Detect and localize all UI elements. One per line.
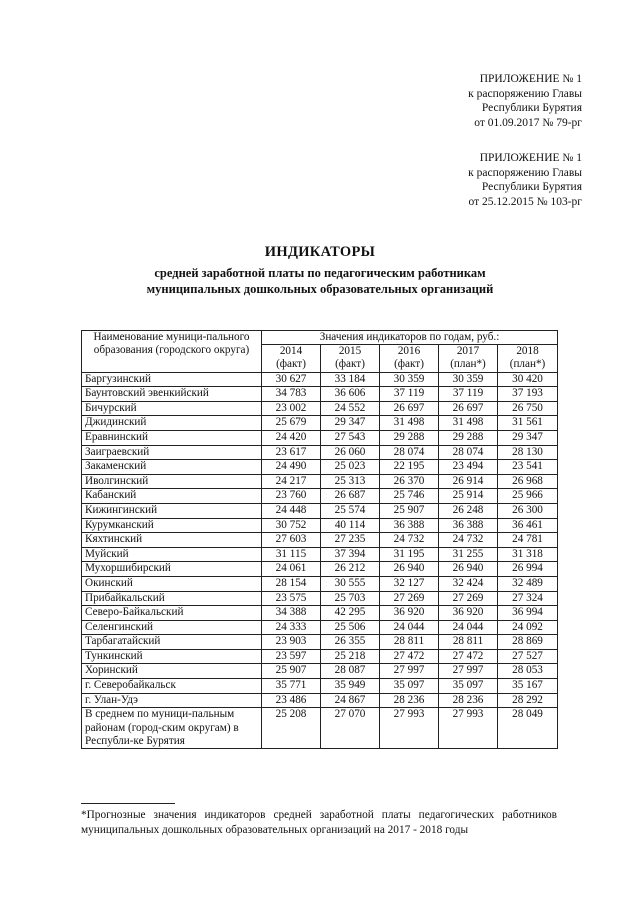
indicator-value: 30 555 xyxy=(321,576,380,591)
municipality-name: Курумканский xyxy=(82,518,262,533)
municipality-name: Тарбагатайский xyxy=(82,635,262,650)
table-row xyxy=(82,679,558,694)
appendix-heading: ПРИЛОЖЕНИЕ № 1 xyxy=(479,73,582,85)
indicator-value: 35 771 xyxy=(262,679,321,694)
indicator-value: 31 498 xyxy=(380,416,439,431)
indicator-value: 28 811 xyxy=(439,635,498,650)
indicator-value: 28 811 xyxy=(380,635,439,650)
indicator-value: 27 324 xyxy=(498,591,558,606)
year-note: (факт) xyxy=(276,358,306,371)
indicator-value: 25 313 xyxy=(321,474,380,489)
header-year xyxy=(380,345,439,372)
indicator-value: 24 044 xyxy=(380,620,439,635)
municipality-name: г. Улан-Удэ xyxy=(82,693,262,708)
indicator-value: 31 498 xyxy=(439,416,498,431)
year-label: 2014 xyxy=(279,345,303,358)
indicator-value: 26 697 xyxy=(439,401,498,416)
indicator-value: 34 388 xyxy=(262,606,321,621)
indicator-value: 28 154 xyxy=(262,576,321,591)
municipality-name: Окинский xyxy=(82,576,262,591)
indicator-value: 24 061 xyxy=(262,562,321,577)
indicator-value: 29 288 xyxy=(439,430,498,445)
indicator-value: 24 732 xyxy=(439,533,498,548)
indicator-value: 28 087 xyxy=(321,664,380,679)
appendix-line: к распоряжению Главы xyxy=(468,166,582,179)
year-note: (план*) xyxy=(450,358,486,371)
indicator-value: 28 236 xyxy=(380,693,439,708)
appendix-date: от 01.09.2017 № 79-рг xyxy=(474,116,582,129)
indicator-value: 24 867 xyxy=(321,693,380,708)
indicator-value: 24 420 xyxy=(262,430,321,445)
table-header-row xyxy=(82,331,558,345)
indicator-value: 29 347 xyxy=(321,416,380,431)
indicator-value: 28 236 xyxy=(439,693,498,708)
average-value: 27 070 xyxy=(321,708,380,749)
table-row xyxy=(82,445,558,460)
indicator-value: 35 097 xyxy=(380,679,439,694)
indicator-value: 34 783 xyxy=(262,387,321,402)
footnote-divider xyxy=(81,803,175,804)
title-main: ИНДИКАТОРЫ xyxy=(264,244,376,260)
indicator-value: 28 869 xyxy=(498,635,558,650)
table-row xyxy=(82,533,558,548)
indicator-value: 29 288 xyxy=(380,430,439,445)
municipality-name: Прибайкальский xyxy=(82,591,262,606)
indicator-value: 35 097 xyxy=(439,679,498,694)
indicator-value: 31 115 xyxy=(262,547,321,562)
year-note: (факт) xyxy=(335,358,365,371)
indicator-value: 28 292 xyxy=(498,693,558,708)
indicator-value: 29 347 xyxy=(498,430,558,445)
municipality-name: Заиграевский xyxy=(82,445,262,460)
indicator-value: 36 920 xyxy=(380,606,439,621)
indicator-value: 42 295 xyxy=(321,606,380,621)
indicator-value: 27 997 xyxy=(439,664,498,679)
title-subtitle-line2: муниципальных дошкольных образовательных организаций xyxy=(146,282,494,296)
municipality-name: Баунтовский эвенкийский xyxy=(82,387,262,402)
indicator-value: 25 746 xyxy=(380,489,439,504)
indicator-value: 23 486 xyxy=(262,693,321,708)
year-note: (факт) xyxy=(394,358,424,371)
indicator-value: 25 914 xyxy=(439,489,498,504)
indicator-value: 36 388 xyxy=(380,518,439,533)
indicator-value: 27 472 xyxy=(380,649,439,664)
header-year xyxy=(439,345,498,372)
table-row xyxy=(82,693,558,708)
year-note: (план*) xyxy=(509,358,546,371)
indicator-value: 24 333 xyxy=(262,620,321,635)
indicator-value: 27 235 xyxy=(321,533,380,548)
indicator-value: 36 920 xyxy=(439,606,498,621)
indicator-value: 36 388 xyxy=(439,518,498,533)
indicator-value: 37 394 xyxy=(321,547,380,562)
indicator-value: 35 949 xyxy=(321,679,380,694)
footnote: *Прогнозные значения индикаторов средней заработной платы педагогических работников муниципальных дошкольных образовательных организаций на 2017 - 2018 годы xyxy=(81,809,557,836)
header-values: Значения индикаторов по годам, руб.: xyxy=(262,331,558,345)
municipality-name: Мухоршибирский xyxy=(82,562,262,577)
table-row xyxy=(82,430,558,445)
year-label: 2017 xyxy=(456,345,480,358)
indicator-value: 28 074 xyxy=(439,445,498,460)
header-year xyxy=(498,345,558,372)
indicator-value: 26 697 xyxy=(380,401,439,416)
header-year xyxy=(262,345,321,372)
average-value: 27 993 xyxy=(380,708,439,749)
indicator-value: 30 420 xyxy=(498,372,558,387)
indicator-value: 23 617 xyxy=(262,445,321,460)
indicator-value: 23 541 xyxy=(498,460,558,475)
indicator-value: 28 074 xyxy=(380,445,439,460)
appendix-block-2017 xyxy=(468,72,582,130)
table-row xyxy=(82,372,558,387)
indicator-value: 31 318 xyxy=(498,547,558,562)
appendix-line: Республики Бурятия xyxy=(481,102,582,115)
indicator-value: 25 574 xyxy=(321,503,380,518)
indicator-value: 26 914 xyxy=(439,474,498,489)
indicator-value: 25 966 xyxy=(498,489,558,504)
indicator-value: 25 679 xyxy=(262,416,321,431)
indicator-value: 24 781 xyxy=(498,533,558,548)
table-row xyxy=(82,664,558,679)
appendix-line: к распоряжению Главы xyxy=(468,87,582,100)
table-row-average xyxy=(82,708,558,749)
indicator-value: 22 195 xyxy=(380,460,439,475)
table-row xyxy=(82,591,558,606)
indicator-value: 25 703 xyxy=(321,591,380,606)
table-row xyxy=(82,416,558,431)
document-title xyxy=(0,244,640,297)
indicator-value: 32 489 xyxy=(498,576,558,591)
indicator-value: 25 218 xyxy=(321,649,380,664)
average-value: 25 208 xyxy=(262,708,321,749)
indicator-value: 31 255 xyxy=(439,547,498,562)
indicator-value: 37 119 xyxy=(439,387,498,402)
table-row xyxy=(82,547,558,562)
municipality-name: Баргузинский xyxy=(82,372,262,387)
appendix-date: от 25.12.2015 № 103-рг xyxy=(468,195,582,208)
average-value: 28 049 xyxy=(498,708,558,749)
indicator-value: 25 023 xyxy=(321,460,380,475)
indicator-value: 23 597 xyxy=(262,649,321,664)
indicator-value: 25 907 xyxy=(380,503,439,518)
table-row xyxy=(82,474,558,489)
indicator-value: 25 907 xyxy=(262,664,321,679)
indicator-value: 24 732 xyxy=(380,533,439,548)
municipality-name: Кижингинский xyxy=(82,503,262,518)
indicator-value: 24 092 xyxy=(498,620,558,635)
indicator-value: 26 940 xyxy=(439,562,498,577)
indicator-value: 24 490 xyxy=(262,460,321,475)
indicator-value: 27 997 xyxy=(380,664,439,679)
table-row xyxy=(82,635,558,650)
indicator-value: 36 606 xyxy=(321,387,380,402)
indicator-value: 26 687 xyxy=(321,489,380,504)
indicator-value: 27 269 xyxy=(380,591,439,606)
indicators-table xyxy=(81,330,558,749)
municipality-name: г. Северобайкальск xyxy=(82,679,262,694)
indicator-value: 36 461 xyxy=(498,518,558,533)
indicator-value: 26 300 xyxy=(498,503,558,518)
table-row xyxy=(82,606,558,621)
indicator-value: 23 760 xyxy=(262,489,321,504)
table-body xyxy=(82,372,558,749)
municipality-name: Еравнинский xyxy=(82,430,262,445)
indicator-value: 28 053 xyxy=(498,664,558,679)
indicator-value: 40 114 xyxy=(321,518,380,533)
municipality-name: Муйский xyxy=(82,547,262,562)
indicator-value: 30 359 xyxy=(439,372,498,387)
indicator-value: 32 127 xyxy=(380,576,439,591)
indicator-value: 24 552 xyxy=(321,401,380,416)
municipality-name: Северо-Байкальский xyxy=(82,606,262,621)
indicator-value: 33 184 xyxy=(321,372,380,387)
indicator-value: 25 506 xyxy=(321,620,380,635)
indicator-value: 26 370 xyxy=(380,474,439,489)
appendix-block-2015 xyxy=(468,151,582,209)
indicator-value: 26 355 xyxy=(321,635,380,650)
indicator-value: 31 561 xyxy=(498,416,558,431)
indicator-value: 37 119 xyxy=(380,387,439,402)
table-row xyxy=(82,387,558,402)
table-row xyxy=(82,620,558,635)
indicator-value: 30 627 xyxy=(262,372,321,387)
indicator-value: 27 603 xyxy=(262,533,321,548)
municipality-name: Селенгинский xyxy=(82,620,262,635)
year-label: 2018 xyxy=(516,345,539,358)
average-label: В среднем по муници-пальным районам (город-ским округам) в Республи-ке Бурятия xyxy=(82,708,262,749)
indicator-value: 27 269 xyxy=(439,591,498,606)
indicator-value: 36 994 xyxy=(498,606,558,621)
municipality-name: Бичурский xyxy=(82,401,262,416)
table-row xyxy=(82,562,558,577)
table-row xyxy=(82,503,558,518)
indicator-value: 24 044 xyxy=(439,620,498,635)
average-value: 27 993 xyxy=(439,708,498,749)
indicator-value: 35 167 xyxy=(498,679,558,694)
indicator-value: 27 543 xyxy=(321,430,380,445)
year-label: 2016 xyxy=(397,345,421,358)
indicator-value: 26 060 xyxy=(321,445,380,460)
indicator-value: 24 217 xyxy=(262,474,321,489)
appendix-line: Республики Бурятия xyxy=(481,181,582,194)
indicator-value: 28 130 xyxy=(498,445,558,460)
indicator-value: 23 002 xyxy=(262,401,321,416)
municipality-name: Хоринский xyxy=(82,664,262,679)
municipality-name: Джидинский xyxy=(82,416,262,431)
table-row xyxy=(82,518,558,533)
indicator-value: 23 494 xyxy=(439,460,498,475)
indicator-value: 27 527 xyxy=(498,649,558,664)
indicator-value: 26 994 xyxy=(498,562,558,577)
title-subtitle-line1: средней заработной платы по педагогическим работникам xyxy=(154,266,486,280)
table-row xyxy=(82,649,558,664)
indicator-value: 27 472 xyxy=(439,649,498,664)
municipality-name: Тункинский xyxy=(82,649,262,664)
table-row xyxy=(82,401,558,416)
indicator-value: 23 575 xyxy=(262,591,321,606)
header-municipality: Наименование муници-пального образования (городского округа) xyxy=(82,331,262,373)
municipality-name: Кабанский xyxy=(82,489,262,504)
indicator-value: 26 968 xyxy=(498,474,558,489)
indicator-value: 26 212 xyxy=(321,562,380,577)
indicator-value: 24 448 xyxy=(262,503,321,518)
indicator-value: 31 195 xyxy=(380,547,439,562)
municipality-name: Иволгинский xyxy=(82,474,262,489)
table-row xyxy=(82,460,558,475)
year-label: 2015 xyxy=(338,345,362,358)
indicator-value: 32 424 xyxy=(439,576,498,591)
municipality-name: Кяхтинский xyxy=(82,533,262,548)
indicator-value: 26 248 xyxy=(439,503,498,518)
indicator-value: 23 903 xyxy=(262,635,321,650)
indicator-value: 26 940 xyxy=(380,562,439,577)
indicator-value: 30 359 xyxy=(380,372,439,387)
table-row xyxy=(82,489,558,504)
indicator-value: 30 752 xyxy=(262,518,321,533)
municipality-name: Закаменский xyxy=(82,460,262,475)
indicator-value: 26 750 xyxy=(498,401,558,416)
appendix-heading: ПРИЛОЖЕНИЕ № 1 xyxy=(479,152,582,164)
table-row xyxy=(82,576,558,591)
indicator-value: 37 193 xyxy=(498,387,558,402)
header-year xyxy=(321,345,380,372)
